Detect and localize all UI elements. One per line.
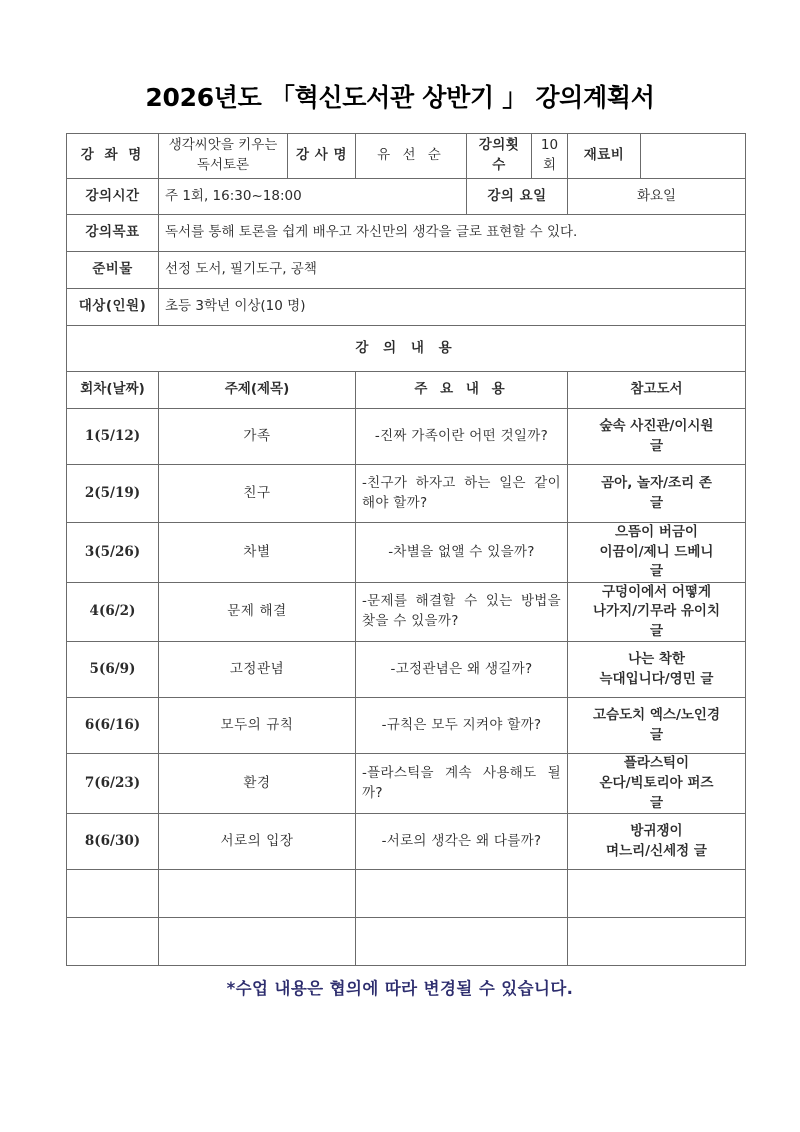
row-content: -서로의 생각은 왜 다를까? (356, 814, 568, 870)
row-book (568, 918, 746, 966)
row-book-line-2: 나가지/기무라 유이치 (593, 603, 720, 620)
row-session: 8(6/30) (67, 814, 159, 870)
page-title: 2026년도 「혁신도서관 상반기 」 강의계획서 (145, 83, 655, 112)
teacher-name-value: 유 선 순 (356, 134, 467, 179)
row-book-line-1: 고슴도치 엑스/노인경 (593, 707, 720, 724)
row-book (568, 698, 746, 754)
table-row (67, 465, 746, 523)
weekday-value: 화요일 (568, 179, 746, 215)
row-topic: 차별 (159, 523, 356, 583)
row-topic (159, 918, 356, 966)
row-content: -플라스틱을 계속 사용해도 될까? (356, 754, 568, 814)
row-book-line-2: 글 (649, 726, 664, 743)
row-book-line-2: 글 (649, 437, 664, 454)
row-book-line-1: 나는 착한 (628, 651, 685, 668)
goal-label: 강의목표 (67, 215, 159, 252)
table-row (67, 870, 746, 918)
row-topic: 서로의 입장 (159, 814, 356, 870)
material-fee-label: 재료비 (568, 134, 641, 179)
target-label: 대상(인원) (67, 289, 159, 326)
row-book-line-1: 구덩이에서 어떻게 (601, 583, 712, 600)
row-topic: 환경 (159, 754, 356, 814)
row-book (568, 642, 746, 698)
curriculum-section-header-row (67, 326, 746, 372)
row-book-line-3: 글 (649, 794, 664, 811)
table-row (67, 642, 746, 698)
table-row (67, 409, 746, 465)
row-book-line-1: 방귀쟁이 (630, 823, 683, 839)
column-header-session: 회차(날짜) (67, 372, 159, 409)
column-header-book: 참고도서 (568, 372, 746, 409)
row-book-line-2: 글 (649, 494, 664, 511)
column-header-topic: 주제(제목) (159, 372, 356, 409)
row-book-line-2: 온다/빅토리아 퍼즈 (599, 774, 714, 791)
row-session: 6(6/16) (67, 698, 159, 754)
row-book-line-3: 글 (649, 563, 664, 580)
row-book-line-1: 플라스틱이 (623, 755, 690, 772)
row-content: -진짜 가족이란 어떤 것일까? (356, 409, 568, 465)
row-session: 4(6/2) (67, 582, 159, 642)
time-label: 강의시간 (67, 179, 159, 215)
row-session: 3(5/26) (67, 523, 159, 583)
sessions-label: 강의횟수 (467, 134, 532, 179)
info-row-supplies (67, 252, 746, 289)
course-name-line-1: 생각씨앗을 키우는 (168, 137, 278, 154)
info-row-time (67, 179, 746, 215)
time-value: 주 1회, 16:30~18:00 (159, 179, 467, 215)
row-book (568, 409, 746, 465)
supplies-label: 준비물 (67, 252, 159, 289)
footnote: *수업 내용은 협의에 따라 변경될 수 있습니다. (226, 979, 574, 998)
row-book (568, 814, 746, 870)
row-session: 5(6/9) (67, 642, 159, 698)
info-row-course (67, 134, 746, 179)
row-book (568, 754, 746, 814)
row-book (568, 870, 746, 918)
row-content (356, 870, 568, 918)
row-book-line-1: 곰아, 놀자/조리 존 (601, 474, 712, 491)
weekday-label: 강의 요일 (467, 179, 568, 215)
table-row (67, 918, 746, 966)
row-session: 1(5/12) (67, 409, 159, 465)
teacher-label: 강 사 명 (288, 134, 356, 179)
row-book-line-2: 늑대입니다/영민 글 (599, 670, 714, 687)
row-topic: 모두의 규칙 (159, 698, 356, 754)
goal-value: 독서를 통해 토론을 쉽게 배우고 자신만의 생각을 글로 표현할 수 있다. (159, 215, 746, 252)
row-book-line-3: 글 (649, 622, 664, 639)
row-book (568, 523, 746, 583)
row-book-line-1: 숲속 사진관/이시원 (599, 417, 714, 434)
row-book-line-2: 이끔이/제니 드베니 (599, 543, 714, 560)
row-topic: 가족 (159, 409, 356, 465)
row-book (568, 582, 746, 642)
row-book-line-1: 으뜸이 버금이 (615, 524, 698, 540)
row-topic: 고정관념 (159, 642, 356, 698)
row-session: 2(5/19) (67, 465, 159, 523)
row-content: -규칙은 모두 지켜야 할까? (356, 698, 568, 754)
table-row (67, 523, 746, 583)
info-row-target (67, 289, 746, 326)
column-header-content: 주 요 내 용 (356, 372, 568, 409)
course-name-line-2: 독서토론 (196, 157, 250, 173)
sessions-value: 10회 (532, 134, 568, 179)
row-content: -고정관념은 왜 생길까? (356, 642, 568, 698)
table-row (67, 582, 746, 642)
curriculum-column-header-row (67, 372, 746, 409)
row-topic: 친구 (159, 465, 356, 523)
row-book (568, 465, 746, 523)
material-fee-value (641, 134, 746, 179)
table-row (67, 754, 746, 814)
row-topic: 문제 해결 (159, 582, 356, 642)
info-row-goal (67, 215, 746, 252)
row-content (356, 918, 568, 966)
lesson-plan-table (66, 133, 746, 966)
row-content: -차별을 없앨 수 있을까? (356, 523, 568, 583)
row-session (67, 870, 159, 918)
table-row (67, 698, 746, 754)
supplies-value: 선정 도서, 필기도구, 공책 (159, 252, 746, 289)
curriculum-section-title: 강 의 내 용 (67, 326, 746, 372)
course-name-value (159, 134, 288, 179)
target-value: 초등 3학년 이상(10 명) (159, 289, 746, 326)
row-session (67, 918, 159, 966)
row-book-line-2: 며느리/신세정 글 (606, 842, 707, 859)
course-label: 강 좌 명 (67, 134, 159, 179)
row-content: -문제를 해결할 수 있는 방법을 찾을 수 있을까? (356, 582, 568, 642)
row-content: -친구가 하자고 하는 일은 같이 해야 할까? (356, 465, 568, 523)
row-session: 7(6/23) (67, 754, 159, 814)
row-topic (159, 870, 356, 918)
table-row (67, 814, 746, 870)
